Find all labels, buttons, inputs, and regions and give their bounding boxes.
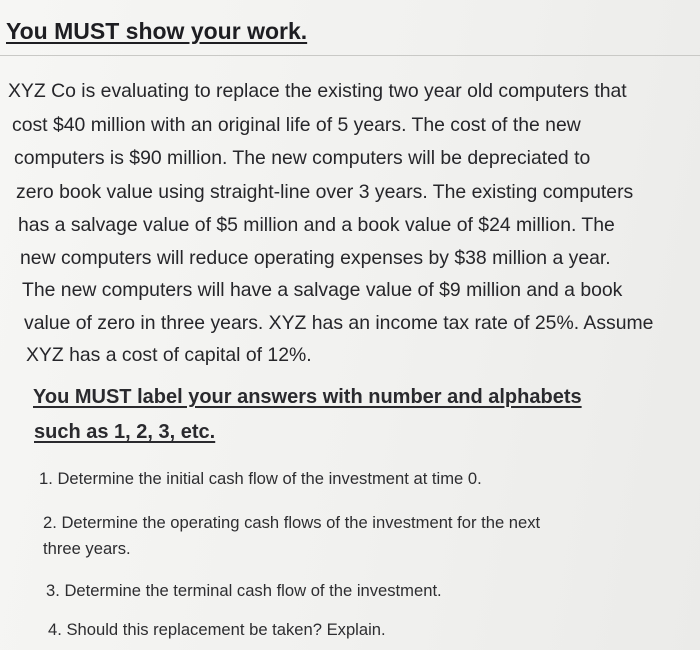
problem-line: value of zero in three years. XYZ has an income tax rate of 25%. Assume [24,312,654,334]
problem-line: zero book value using straight-line over 3 years. The existing computers [16,181,634,203]
problem-line: computers is $90 million. The new computers will be depreciated to [14,147,591,169]
question-2: 2. Determine the operating cash flows of the investment for the next [43,513,541,532]
answer-instruction-line: such as 1, 2, 3, etc. [34,421,216,443]
answer-instruction-line: You MUST label your answers with number and alphabets [33,386,582,408]
question-1: 1. Determine the initial cash flow of the investment at time 0. [39,469,482,488]
title-divider [0,55,700,56]
problem-line: XYZ Co is evaluating to replace the existing two year old computers that [8,80,627,102]
question-4: 4. Should this replacement be taken? Explain. [48,620,386,639]
problem-line: XYZ has a cost of capital of 12%. [26,344,312,366]
problem-line: The new computers will have a salvage value of $9 million and a book [22,279,623,301]
problem-line: new computers will reduce operating expenses by $38 million a year. [20,247,611,269]
problem-line: cost $40 million with an original life of 5 years. The cost of the new [12,114,581,136]
question-2-continuation: three years. [43,539,131,558]
problem-line: has a salvage value of $5 million and a book value of $24 million. The [18,214,615,236]
question-3: 3. Determine the terminal cash flow of the investment. [46,581,442,600]
page-title: You MUST show your work. [6,18,308,44]
